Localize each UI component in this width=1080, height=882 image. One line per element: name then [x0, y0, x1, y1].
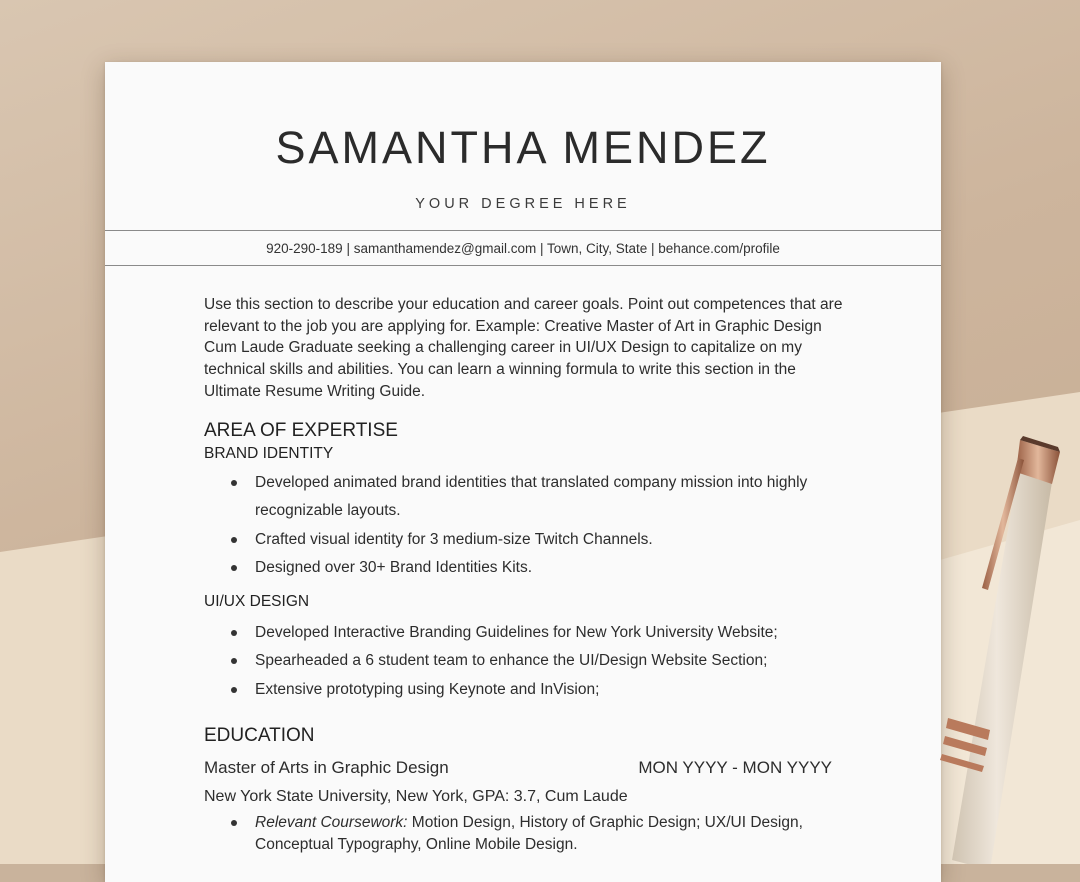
list-item [204, 526, 844, 555]
bullet-icon [231, 820, 237, 826]
summary-paragraph: Use this section to describe your education and career goals. Point out competences that are relevant to the job you are applying for. Example: Creative Master of Art in Graphic Design Cum Laude Graduate seeking a challenging career in UI/UX Design to capitalize on my technical skills and abilities. You can learn a winning formula to write this section in the Ultimate Resume Writing Guide. [204, 296, 843, 400]
bullet-icon [231, 630, 237, 636]
list-item [204, 647, 844, 676]
education-heading: EDUCATION [204, 725, 315, 747]
list-item-text: Extensive prototyping using Keynote and InVision; [255, 680, 600, 698]
list-item-text: Crafted visual identity for 3 medium-size Twitch Channels. [255, 530, 653, 548]
coursework-label: Relevant Coursework: [255, 814, 408, 832]
list-item [204, 676, 844, 705]
uiux-heading: UI/UX DESIGN [204, 592, 310, 610]
coursework-list [204, 812, 844, 856]
education-dates: MON YYYY - MON YYYY [638, 758, 832, 778]
resume-content [204, 294, 844, 856]
list-item [204, 812, 844, 856]
resume-name: SAMANTHA MENDEZ [275, 122, 771, 173]
list-item-text: Developed Interactive Branding Guidelines for New York University Website; [255, 623, 778, 641]
list-item [204, 619, 844, 648]
list-item-text: Spearheaded a 6 student team to enhance the UI/Design Website Section; [255, 652, 768, 670]
bullet-icon [231, 480, 237, 486]
education-school: New York State University, New York, GPA: 3.7, Cum Laude [204, 788, 628, 806]
bullet-icon [231, 658, 237, 664]
list-item [204, 469, 844, 526]
bullet-icon [231, 537, 237, 543]
contact-bar [105, 230, 941, 266]
resume-degree: YOUR DEGREE HERE [415, 196, 631, 212]
bullet-icon [231, 687, 237, 693]
contact-info: 920-290-189 | samanthamendez@gmail.com | Town, City, State | behance.com/profile [266, 240, 780, 256]
list-item-text: Designed over 30+ Brand Identities Kits. [255, 559, 533, 577]
coursework-text: Motion Design, History of Graphic Design; UX/UI Design, Conceptual Typography, Online Mobile Design. [255, 814, 803, 854]
brand-identity-heading: BRAND IDENTITY [204, 444, 334, 462]
education-degree-row [204, 756, 844, 780]
education-degree: Master of Arts in Graphic Design [204, 758, 449, 778]
uiux-list [204, 619, 844, 705]
list-item [204, 554, 844, 583]
list-item-text: Developed animated brand identities that translated company mission into highly recognizable layouts. [255, 473, 808, 520]
bullet-icon [231, 565, 237, 571]
brand-identity-list [204, 469, 844, 583]
resume-page [105, 62, 941, 882]
expertise-heading: AREA OF EXPERTISE [204, 419, 398, 441]
